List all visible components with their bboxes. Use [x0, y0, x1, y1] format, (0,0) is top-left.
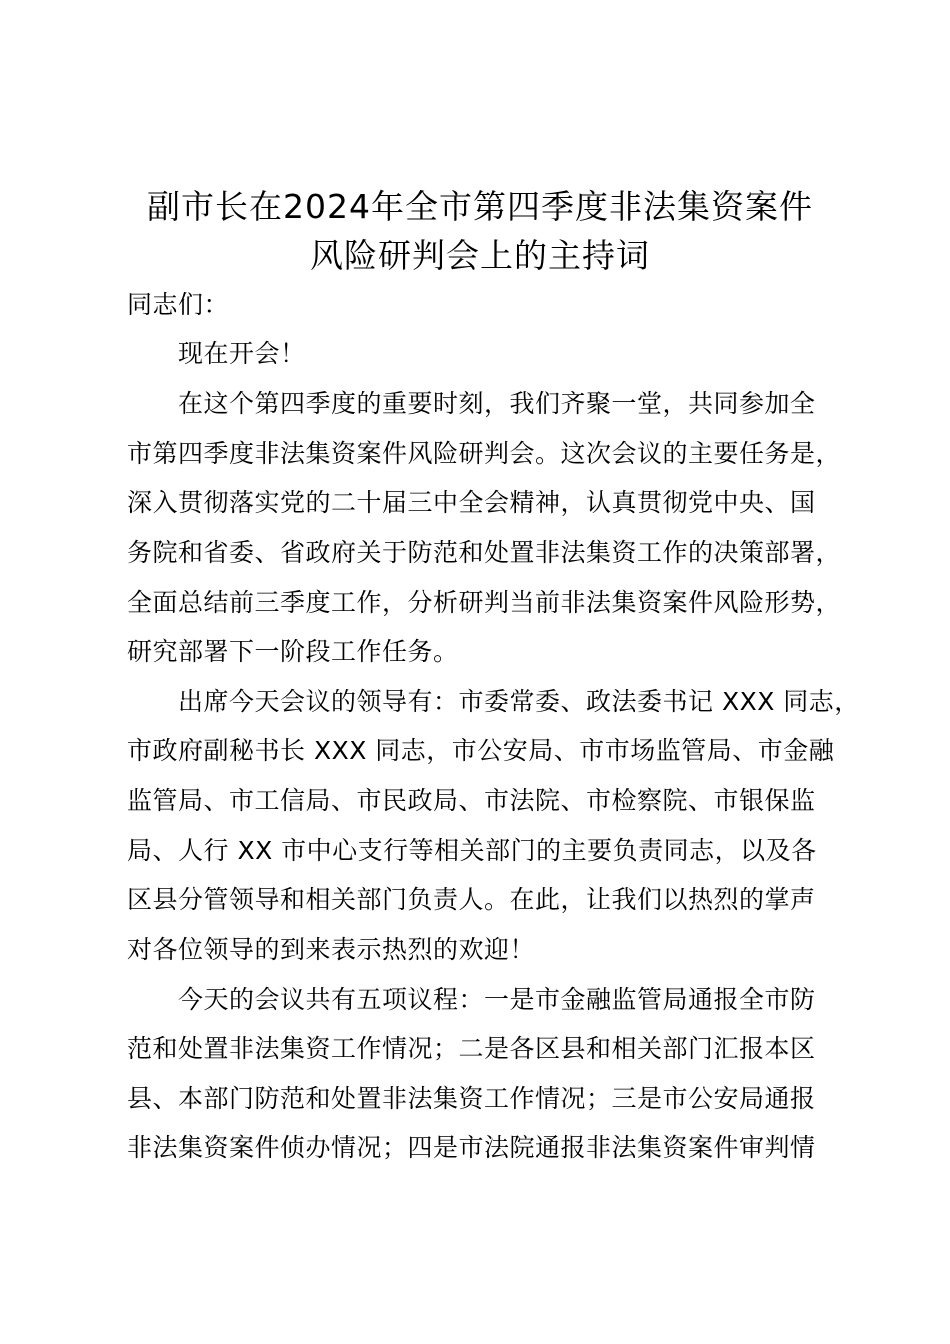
paragraph-line: 全面总结前三季度工作，分析研判当前非法集资案件风险形势， — [127, 588, 842, 617]
paragraph-line: 对各位领导的到来表示热烈的欢迎！ — [127, 935, 536, 964]
paragraph-line: 在这个第四季度的重要时刻，我们齐聚一堂，共同参加全 — [178, 389, 816, 418]
paragraph-line: 监管局、市工信局、市民政局、市法院、市检察院、市银保监 — [127, 786, 816, 815]
paragraph-line: 今天的会议共有五项议程：一是市金融监管局通报全市防 — [178, 985, 816, 1014]
document-title-line-2: 风险研判会上的主持词 — [310, 236, 650, 275]
paragraph-line: 务院和省委、省政府关于防范和处置非法集资工作的决策部署， — [127, 538, 842, 567]
paragraph-line: 现在开会！ — [178, 339, 306, 368]
salutation: 同志们： — [127, 290, 230, 319]
document-title-line-1: 副市长在2024年全市第四季度非法集资案件 — [147, 187, 813, 226]
paragraph-line: 出席今天会议的领导有：市委常委、政法委书记 XXX 同志， — [178, 687, 860, 716]
paragraph-line: 非法集资案件侦办情况；四是市法院通报非法集资案件审判情 — [127, 1133, 816, 1162]
paragraph-line: 范和处置非法集资工作情况；二是各区县和相关部门汇报本区 — [127, 1034, 816, 1063]
paragraph-line: 区县分管领导和相关部门负责人。在此，让我们以热烈的掌声 — [127, 885, 816, 914]
paragraph-line: 局、人行 XX 市中心支行等相关部门的主要负责同志，以及各 — [127, 836, 817, 865]
paragraph-line: 市政府副秘书长 XXX 同志，市公安局、市市场监管局、市金融 — [127, 736, 835, 765]
paragraph-line: 县、本部门防范和处置非法集资工作情况；三是市公安局通报 — [127, 1084, 816, 1113]
paragraph-line: 研究部署下一阶段工作任务。 — [127, 637, 459, 666]
paragraph-line: 深入贯彻落实党的二十届三中全会精神，认真贯彻党中央、国 — [127, 488, 816, 517]
paragraph-line: 市第四季度非法集资案件风险研判会。这次会议的主要任务是， — [127, 439, 842, 468]
